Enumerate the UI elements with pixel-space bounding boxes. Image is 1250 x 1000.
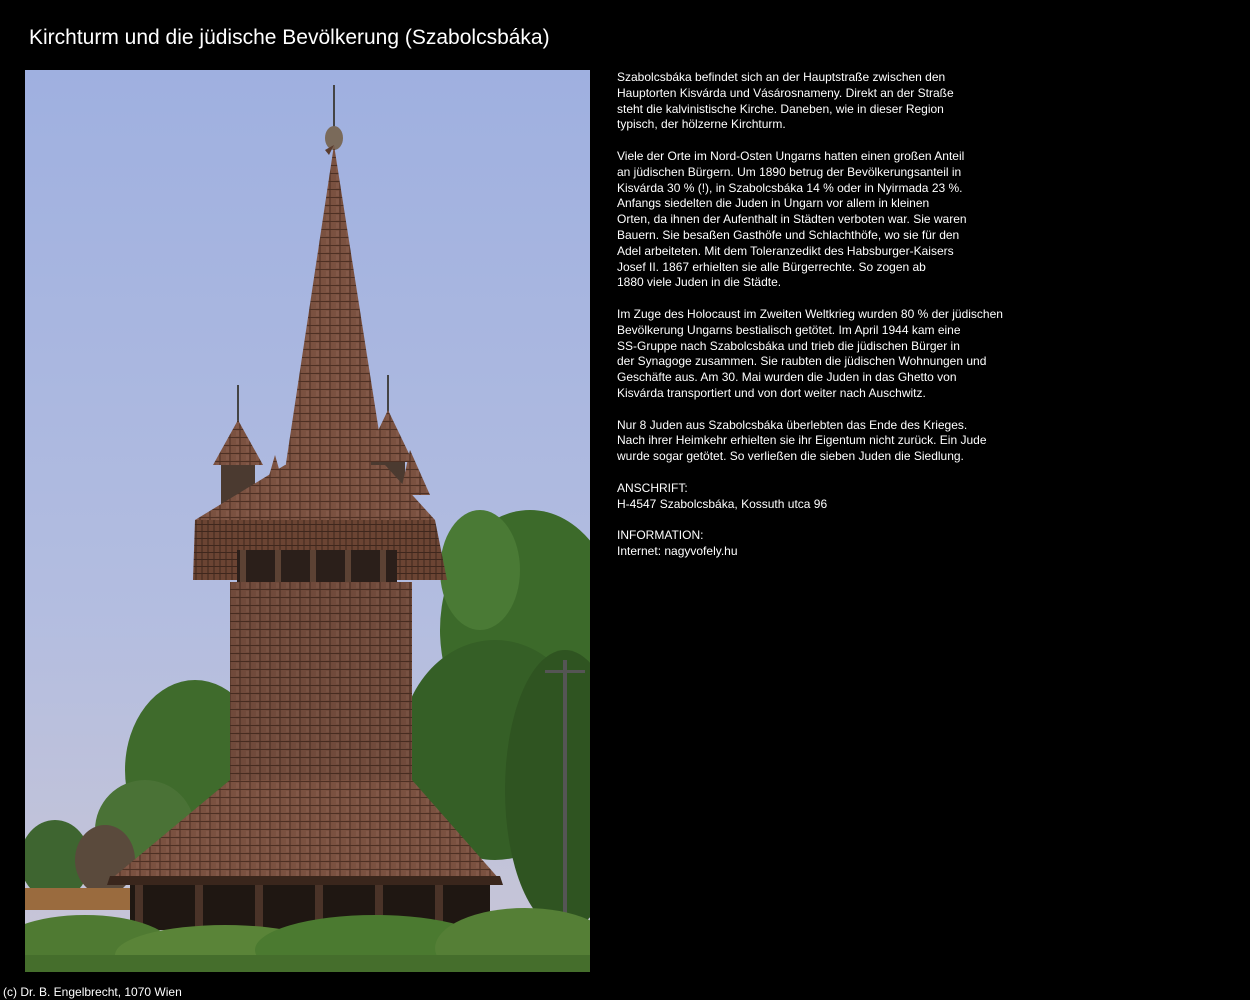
- paragraph-holocaust: Im Zuge des Holocaust im Zweiten Weltkrieg wurden 80 % der jüdischen Bevölkerung Ungarns bestialisch getötet. Im April 1944 kam eine SS-Gruppe nach Szabolcsbáka und trieb die jüdischen Bürger in der Synagoge zusammen. Sie raubten die jüdischen Wohnungen und Geschäfte aus. Am 30. Mai wurden die Juden in das Ghetto von Kisvárda transportiert und von dort weiter nach Auschwitz.: [617, 306, 1003, 400]
- paragraph-location: Szabolcsbáka befindet sich an der Hauptstraße zwischen den Hauptorten Kisvárda und Vásárosnameny. Direkt an der Straße steht die kalvinistische Kirche. Daneben, wie in dieser Region typisch, der hölzerne Kirchturm.: [617, 70, 954, 132]
- copyright-notice: (c) Dr. B. Engelbrecht, 1070 Wien: [3, 985, 182, 999]
- info-link[interactable]: Internet: nagyvofely.hu: [617, 543, 738, 558]
- article-text: [617, 70, 1227, 560]
- paragraph-survivors: Nur 8 Juden aus Szabolcsbáka überlebten das Ende des Krieges. Nach ihrer Heimkehr erhielten sie ihr Eigentum nicht zurück. Ein Jude wurde sogar getötet. So verließen die sieben Juden die Siedlung.: [617, 417, 987, 464]
- address-heading: ANSCHRIFT:: [617, 480, 688, 495]
- address-value: H-4547 Szabolcsbáka, Kossuth utca 96: [617, 496, 828, 511]
- bell-tower-photo: [25, 70, 590, 972]
- paragraph-jewish-population: Viele der Orte im Nord-Osten Ungarns hatten einen großen Anteil an jüdischen Bürgern. Um 1890 betrug der Bevölkerungsanteil in Kisvárda 30 % (!), in Szabolcsbáka 14 % oder in Nyirmada 23 %. Anfangs siedelten die Juden in Ungarn vor allem in kleinen Orten, da ihnen der Aufenthalt in Städten verboten war. Sie waren Bauern. Sie besaßen Gasthöfe und Schlachthöfe, wo sie für den Adel arbeiteten. Mit dem Toleranzedikt des Habsburger-Kaisers Josef II. 1867 erhielten sie alle Bürgerrechte. So zogen ab 1880 viele Juden in die Städte.: [617, 148, 967, 290]
- page-title: Kirchturm und die jüdische Bevölkerung (Szabolcsbáka): [29, 26, 550, 49]
- info-heading: INFORMATION:: [617, 528, 704, 543]
